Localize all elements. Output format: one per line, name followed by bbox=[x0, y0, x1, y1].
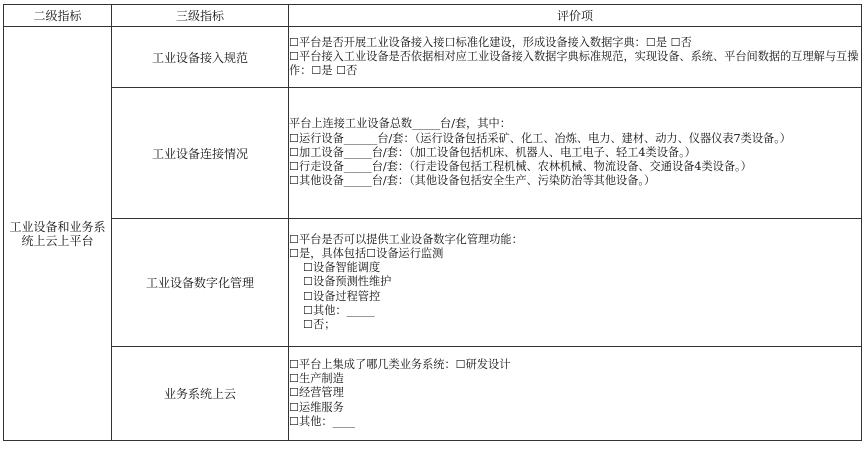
table-row bbox=[4, 27, 862, 88]
table-row bbox=[4, 347, 862, 441]
level3-indicator: 业务系统上云 bbox=[112, 347, 289, 441]
table-row bbox=[4, 88, 862, 219]
header-level3: 三级指标 bbox=[112, 5, 289, 27]
eval-item: ☐运行设备______台/套：（运行设备包括采矿、化工、冶炼、电力、建材、动力、仪器仪表7类设备。） bbox=[289, 131, 791, 145]
eval-item: ☐设备过程管控 bbox=[303, 289, 381, 303]
eval-item: ☐平台接入工业设备是否依据相对应工业设备接入数据字典标准规范，实现设备、系统、平台间数据的互理解与互操作：☐是 ☐否 bbox=[289, 49, 859, 78]
eval-item: ☐加工设备_____台/套：（加工设备包括机床、机器人、电工电子、轻工4类设备。） bbox=[289, 145, 696, 159]
evaluation-table bbox=[3, 4, 862, 441]
eval-items bbox=[289, 27, 862, 88]
level3-indicator: 工业设备数字化管理 bbox=[112, 219, 289, 347]
eval-item: ☐经营管理 bbox=[289, 386, 344, 400]
table-row bbox=[4, 219, 862, 347]
eval-item: ☐设备智能调度 bbox=[303, 261, 381, 275]
eval-item: ☐其他设备_____台/套：（其他设备包括安全生产、污染防治等其他设备。） bbox=[289, 174, 656, 188]
header-level2: 二级指标 bbox=[4, 5, 112, 27]
eval-items bbox=[289, 88, 862, 219]
eval-item: ☐其他：_____ bbox=[303, 303, 375, 317]
eval-item: ☐是，具体包括☐设备运行监测 bbox=[289, 246, 444, 260]
eval-item: ☐平台是否可以提供工业设备数字化管理功能： bbox=[289, 232, 523, 246]
eval-item: ☐其他：____ bbox=[289, 414, 355, 428]
header-eval-items: 评价项 bbox=[289, 5, 862, 27]
eval-item: ☐设备预测性维护 bbox=[303, 275, 392, 289]
eval-item: ☐平台是否开展工业设备接入接口标准化建设，形成设备接入数据字典：☐是 ☐否 bbox=[289, 35, 692, 49]
header-row bbox=[4, 5, 862, 27]
level3-indicator: 工业设备接入规范 bbox=[112, 27, 289, 88]
eval-item: ☐行走设备_____台/套：（行走设备包括工程机械、农林机械、物流设备、交通设备4类设备。） bbox=[289, 160, 752, 174]
eval-item: ☐运维服务 bbox=[289, 400, 344, 414]
eval-item: ☐生产制造 bbox=[289, 372, 344, 386]
level3-indicator: 工业设备连接情况 bbox=[112, 88, 289, 219]
level2-indicator: 工业设备和业务系统上云上平台 bbox=[4, 27, 112, 441]
eval-items bbox=[289, 347, 862, 441]
eval-item: ☐否； bbox=[303, 318, 336, 331]
eval-item: ☐平台上集成了哪几类业务系统：☐研发设计 bbox=[289, 357, 511, 371]
eval-item: 平台上连接工业设备总数_____台/套，其中： bbox=[289, 117, 511, 131]
eval-items bbox=[289, 219, 862, 347]
